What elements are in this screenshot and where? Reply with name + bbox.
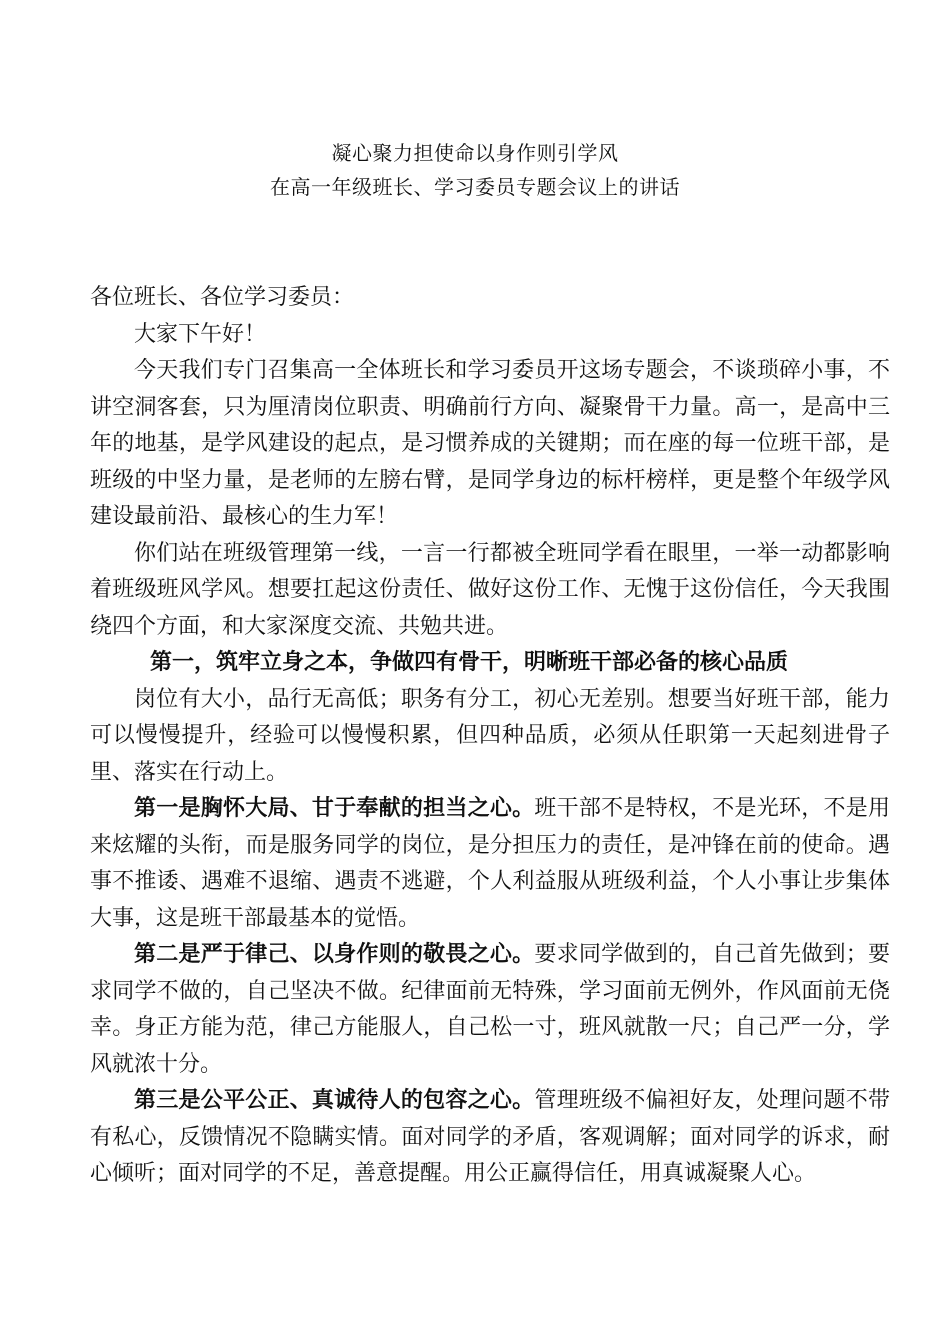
point-3-lead: 第三是公平公正、真诚待人的包容之心。 (134, 1088, 535, 1113)
point-2-text: 要求同学做到的，自己首先做到；要求同学不做的，自己坚决不做。纪律面前无特殊，学习面前无例外，作风面前无侥幸。身正方能为范，律己方能服人，自己松一寸，班风就散一尺；自己严一分，学风就浓十分。 (90, 942, 890, 1077)
document-subtitle: 在高一年级班长、学习委员专题会议上的讲话 (270, 175, 680, 199)
greeting: 大家下午好！ (134, 321, 267, 347)
paragraph-section1-intro: 岗位有大小，品行无高低；职务有分工，初心无差别。想要当好班干部，能力可以慢慢提升，经验可以慢慢积累，但四种品质，必须从任职第一天起刻进骨子里、落实在行动上。 (90, 686, 890, 785)
paragraph-point-3 (90, 1083, 890, 1193)
paragraph-frontline: 你们站在班级管理第一线，一言一行都被全班同学看在眼里，一举一动都影响着班级班风学风。想要扛起这份责任、做好这份工作、无愧于这份信任，今天我围绕四个方面，和大家深度交流、共勉共进。 (90, 540, 890, 639)
document-title: 凝心聚力担使命以身作则引学风 (331, 141, 619, 165)
paragraph-point-1 (90, 791, 890, 937)
point-1-lead: 第一是胸怀大局、甘于奉献的担当之心。 (134, 796, 535, 821)
salutation: 各位班长、各位学习委员： (90, 285, 355, 310)
point-3-text: 管理班级不偏袒好友，处理问题不带有私心，反馈情况不隐瞒实情。面对同学的矛盾，客观调解；面对同学的诉求，耐心倾听；面对同学的不足，善意提醒。用公正赢得信任，用真诚凝聚人心。 (90, 1088, 890, 1186)
point-2-lead: 第二是严于律己、以身作则的敬畏之心。 (134, 942, 535, 967)
point-1-text: 班干部不是特权，不是光环，不是用来炫耀的头衔，而是服务同学的岗位，是分担压力的责任，是冲锋在前的使命。遇事不推诿、遇难不退缩、遇责不逃避，个人利益服从班级利益，个人小事让步集体大事，这是班干部最基本的觉悟。 (90, 796, 890, 931)
paragraph-intro: 今天我们专门召集高一全体班长和学习委员开这场专题会，不谈琐碎小事，不讲空洞客套，只为厘清岗位职责、明确前行方向、凝聚骨干力量。高一，是高中三年的地基，是学风建设的起点，是习惯养成的关键期；而在座的每一位班干部，是班级的中坚力量，是老师的左膀右臂，是同学身边的标杆榜样，更是整个年级学风建设最前沿、最核心的生力军！ (90, 358, 890, 529)
title-block (0, 136, 950, 204)
section-heading-1: 第一，筑牢立身之本，争做四有骨干，明晰班干部必备的核心品质 (150, 650, 789, 675)
paragraph-point-2 (90, 937, 890, 1083)
speech-body (90, 280, 890, 1193)
